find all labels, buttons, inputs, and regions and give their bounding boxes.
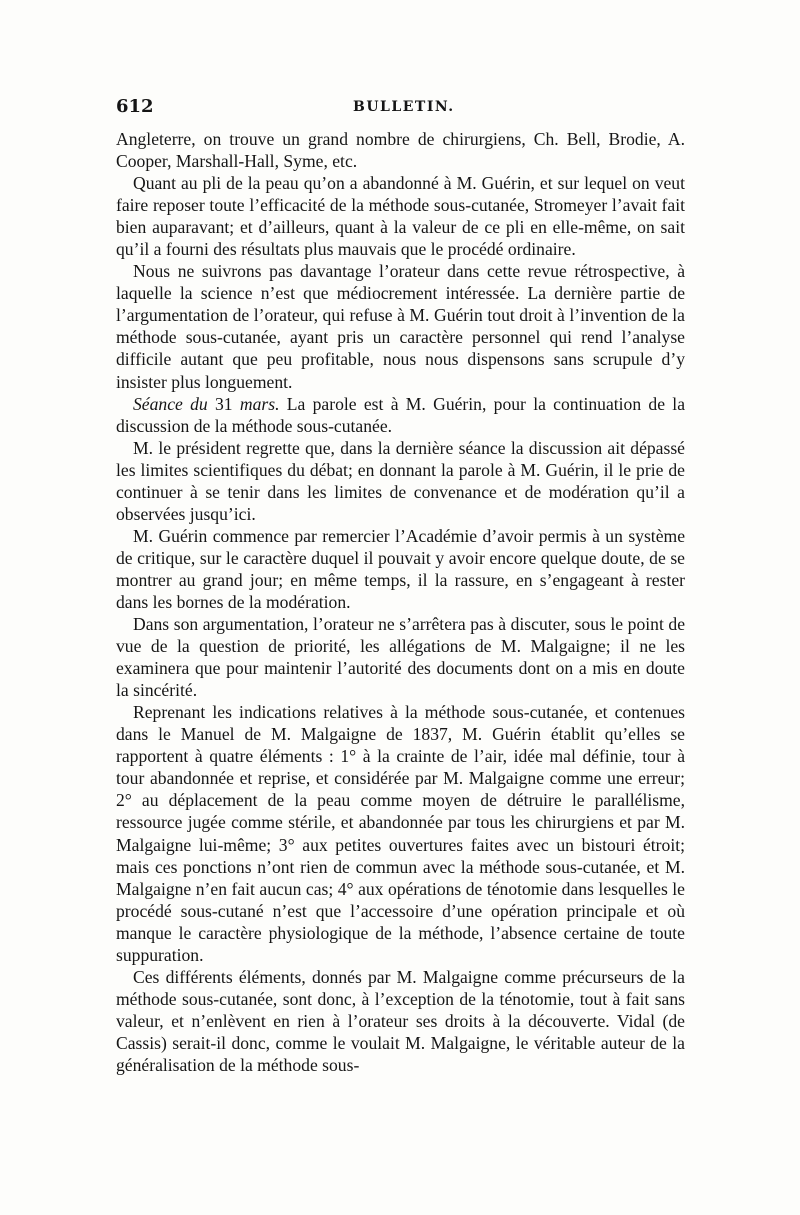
paragraph-9: Ces différents éléments, donnés par M. Malgaigne comme précurseurs de la méthode sous-cutanée, sont donc, à l’exception de la ténotomie, tout à fait sans valeur, et n’enlèvent en rien à l’orateur ses droits à la découverte. Vidal (de Cassis) serait-il donc, comme le voulait M. Malgaigne, le véritable auteur de la généralisation de la méthode sous- (116, 966, 685, 1075)
paragraph-8: Reprenant les indications relatives à la méthode sous-cutanée, et contenues dans le Manuel de M. Malgaigne de 1837, M. Guérin établit qu’elles se rapportent à quatre éléments : 1° à la crainte de l’air, idée mal définie, tour à tour abandonnée et reprise, et considérée par M. Malgaigne comme une erreur; 2° au déplacement de la peau comme moyen de détruire le parallélisme, ressource jugée comme stérile, et abandonnée par tous les chirurgiens et par M. Malgaigne lui-même; 3° aux petites ouvertures faites avec un bistouri étroit; mais ces ponctions n’ont rien de commun avec la méthode sous-cutanée, et M. Malgaigne n’en fait aucun cas; 4° aux opérations de ténotomie dans lesquelles le procédé sous-cutané n’est que l’accessoire d’une opération principale et où manque le caractère physiologique de la méthode, l’absence certaine de toute suppuration. (116, 702, 685, 965)
body-text (116, 128, 685, 1076)
paragraph-4-session-note (116, 393, 685, 437)
page-number: 612 (116, 96, 154, 117)
session-month: mars. (239, 393, 280, 414)
session-date-number: 31 (207, 393, 240, 414)
paragraph-1: Angleterre, on trouve un grand nombre de chirurgiens, Ch. Bell, Brodie, A. Cooper, Marshall-Hall, Syme, etc. (116, 129, 685, 172)
paragraph-6: M. Guérin commence par remercier l’Académie d’avoir permis à un système de critique, sur le caractère duquel il pouvait y avoir encore quelque doute, de se montrer au grand jour; en même temps, il la rassure, en s’engageant à rester dans les bornes de la modération. (116, 525, 685, 612)
paragraph-4-text: La parole est à M. Guérin, pour la continuation de la discussion de la méthode sous-cutanée. (116, 393, 686, 436)
paragraph-3: Nous ne suivrons pas davantage l’orateur dans cette revue rétrospective, à laquelle la science n’est que médiocrement intéressée. La dernière partie de l’argumentation de l’orateur, qui refuse à M. Guérin tout droit à l’invention de la méthode sous-cutanée, ayant pris un caractère personnel qui rend l’analyse difficile autant que peu profitable, nous nous dispensons sans scrupule d’y insister plus longuement. (116, 261, 685, 392)
running-title: BULLETIN. (353, 99, 455, 115)
paragraph-5: M. le président regrette que, dans la dernière séance la discussion ait dépassé les limites scientifiques du débat; en donnant la parole à M. Guérin, il le prie de continuer à se tenir dans les limites de convenance et de modération qu’il a observées jusqu’ici. (116, 437, 685, 524)
paragraph-2: Quant au pli de la peau qu’on a abandonné à M. Guérin, et sur lequel on veut faire reposer toute l’efficacité de la méthode sous-cutanée, Stromeyer l’avait fait bien auparavant; et d’ailleurs, quant à la valeur de ce pli en elle-même, on sait qu’il a fourni des résultats plus mauvais que le procédé ordinaire. (116, 173, 685, 260)
paragraph-7: Dans son argumentation, l’orateur ne s’arrêtera pas à discuter, sous le point de vue de la question de priorité, les allégations de M. Malgaigne; il ne les examinera que pour maintenir l’autorité des documents dont on a mis en doute la sincérité. (116, 614, 685, 701)
session-label: Séance du (133, 393, 208, 414)
page-header (116, 96, 685, 120)
